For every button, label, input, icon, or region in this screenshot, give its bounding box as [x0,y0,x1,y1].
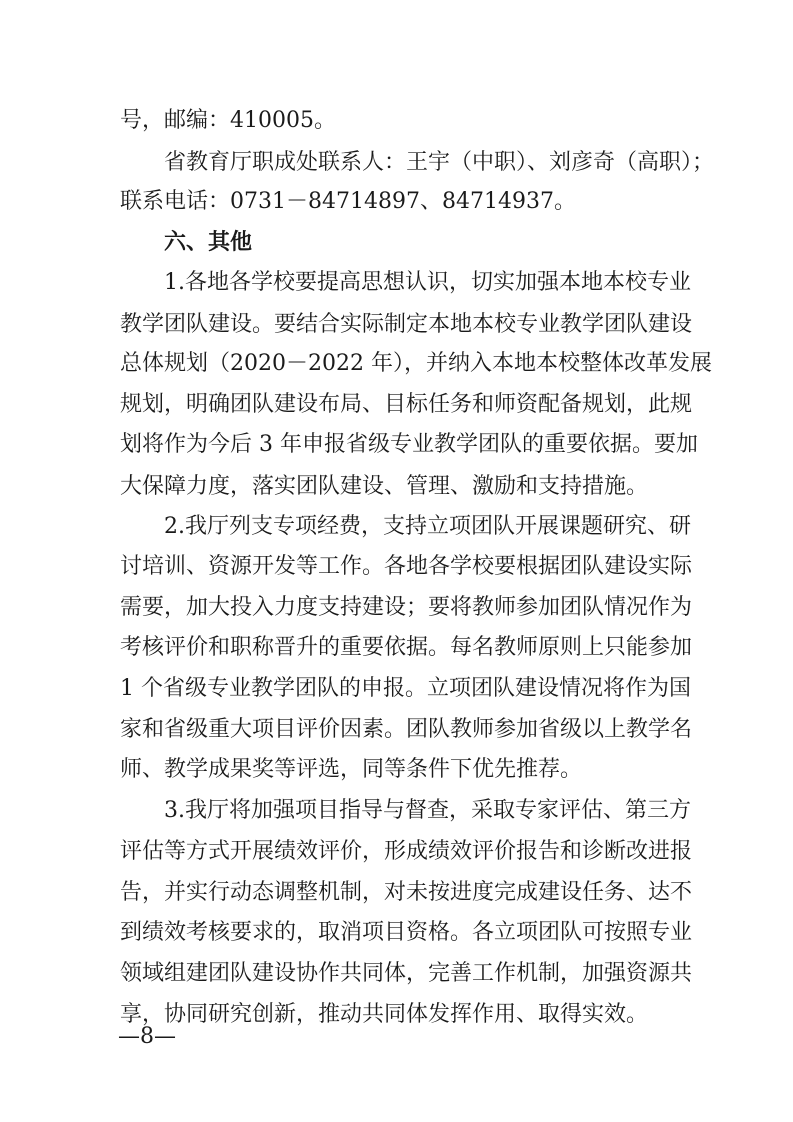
text-line: 享，协同研究创新，推动共同体发挥作用、取得实效。 [120,1002,649,1027]
page-number: —8— [118,1024,176,1049]
text-line: 1.各地各学校要提高思想认识，切实加强本地本校专业 [164,270,691,295]
text-line: 省教育厅职成处联系人：王宇（中职）、刘彦奇（高职）； [164,150,715,175]
text-line: 考核评价和职称晋升的重要依据。每名教师原则上只能参加 [120,635,693,660]
text-line: 总体规划（2020－2022 年），并纳入本地本校整体改革发展 [120,351,712,376]
text-line: 师、教学成果奖等评选，同等条件下优先推荐。 [120,757,583,782]
text-line: 大保障力度，落实团队建设、管理、激励和支持措施。 [120,474,649,499]
text-line: 讨培训、资源开发等工作。各地各学校要根据团队建设实际 [120,554,693,579]
text-line: 领域组建团队建设协作共同体，完善工作机制，加强资源共 [120,961,693,986]
text-line: 1 个省级专业教学团队的申报。立项团队建设情况将作为国 [120,676,691,701]
text-line: 3.我厅将加强项目指导与督查，采取专家评估、第三方 [164,798,691,823]
text-line: 教学团队建设。要结合实际制定本地本校专业教学团队建设 [120,312,693,337]
text-line: 到绩效考核要求的，取消项目资格。各立项团队可按照专业 [120,920,693,945]
text-line: 需要，加大投入力度支持建设；要将教师参加团队情况作为 [120,595,693,620]
text-line: 家和省级重大项目评价因素。团队教师参加省级以上教学名 [120,717,693,742]
text-line: 号，邮编：410005。 [120,108,336,133]
text-line: 2.我厅列支专项经费，支持立项团队开展课题研究、研 [164,514,691,539]
text-line: 联系电话：0731－84714897、84714937。 [120,189,576,214]
text-line: 划将作为今后 3 年申报省级专业教学团队的重要依据。要加 [120,432,698,457]
section-heading: 六、其他 [164,230,253,255]
text-line: 告，并实行动态调整机制，对未按进度完成建设任务、达不 [120,880,693,905]
text-line: 评估等方式开展绩效评价，形成绩效评价报告和诊断改进报 [120,839,693,864]
text-line: 规划，明确团队建设布局、目标任务和师资配备规划，此规 [120,392,693,417]
